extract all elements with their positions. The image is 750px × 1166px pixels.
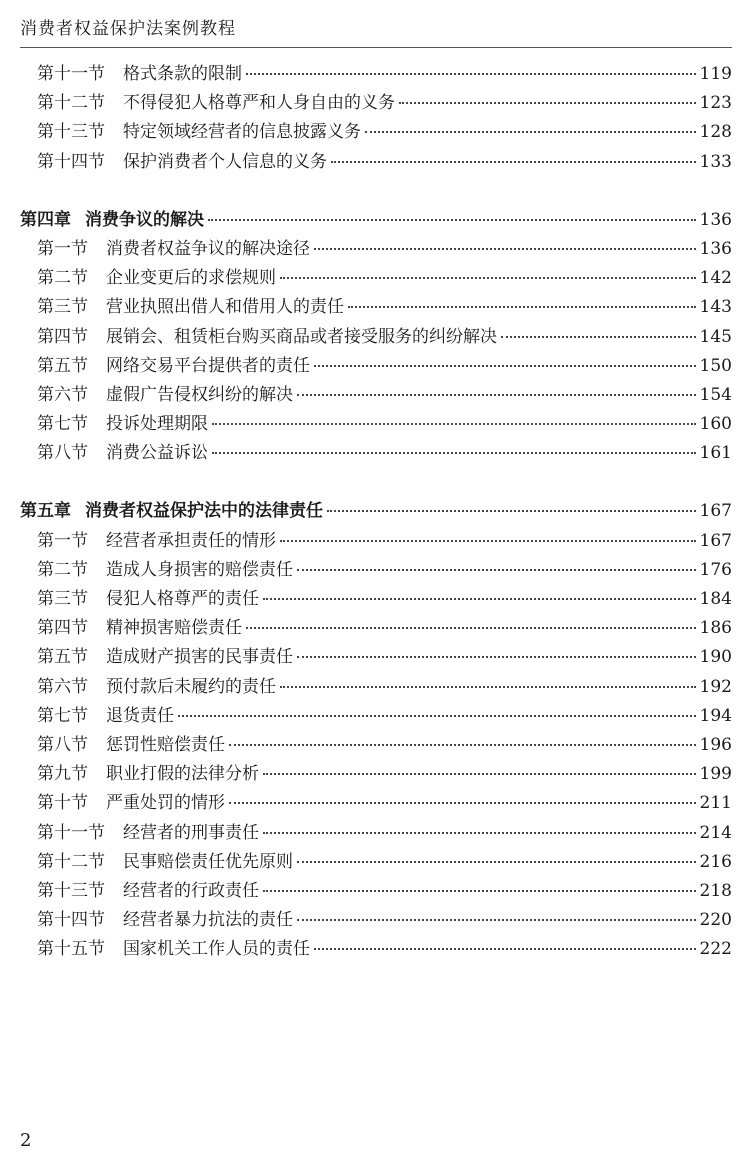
dot-leader <box>280 539 696 542</box>
toc-entry-title: 网络交易平台提供者的责任 <box>106 355 310 376</box>
toc-entry-title: 展销会、租赁柜台购买商品或者接受服务的纠纷解决 <box>106 326 497 347</box>
toc-entry-title: 消费者权益争议的解决途径 <box>106 238 310 259</box>
toc-entry-page: 222 <box>699 939 732 960</box>
toc-section-row[interactable] <box>0 905 750 934</box>
toc-entry-page: 220 <box>699 910 732 931</box>
toc-entry-title: 格式条款的限制 <box>123 64 242 84</box>
toc-entry-page: 136 <box>699 209 732 230</box>
dot-leader <box>212 451 696 454</box>
toc-section-row[interactable] <box>0 642 750 671</box>
dot-leader <box>348 305 696 308</box>
toc-entry-title: 侵犯人格尊严的责任 <box>106 589 259 609</box>
toc-section-row[interactable] <box>0 934 750 963</box>
toc-entry-page: 143 <box>699 297 732 318</box>
toc-entry-number: 第十二节 <box>37 93 105 114</box>
toc-entry-title: 职业打假的法律分析 <box>106 764 259 785</box>
dot-leader <box>208 218 696 221</box>
toc-section-row[interactable] <box>0 613 750 642</box>
toc-entry-number: 第五节 <box>37 355 88 376</box>
toc-entry-title: 经营者的行政责任 <box>123 880 259 901</box>
toc-group <box>0 59 750 176</box>
toc-entry-page: 176 <box>699 559 732 580</box>
toc-entry-page: 214 <box>699 822 732 843</box>
toc-entry-page: 161 <box>699 443 732 464</box>
toc-entry-page: 218 <box>699 880 732 901</box>
toc-section-row[interactable] <box>0 292 750 321</box>
toc-entry-number: 第十二节 <box>37 851 105 872</box>
dot-leader <box>297 918 696 921</box>
dot-leader <box>297 655 696 658</box>
toc-entry-title: 保护消费者个人信息的义务 <box>123 151 327 172</box>
toc-entry-number: 第六节 <box>37 676 88 697</box>
dot-leader <box>501 335 696 338</box>
toc-chapter-row[interactable] <box>0 205 750 234</box>
toc-entry-number: 第六节 <box>37 384 88 405</box>
toc-entry-title: 惩罚性赔偿责任 <box>106 734 225 755</box>
toc-entry-title: 营业执照出借人和借用人的责任 <box>106 297 344 318</box>
toc-entry-title: 民事赔偿责任优先原则 <box>123 851 293 872</box>
toc-section-row[interactable] <box>0 584 750 613</box>
toc-section-row[interactable] <box>0 88 750 117</box>
toc-entry-page: 199 <box>699 764 732 785</box>
dot-leader <box>314 247 696 250</box>
toc-entry-number: 第十节 <box>37 793 88 814</box>
dot-leader <box>263 597 696 600</box>
toc-section-row[interactable] <box>0 322 750 351</box>
toc-entry-title: 不得侵犯人格尊严和人身自由的义务 <box>123 93 395 114</box>
dot-leader <box>327 509 696 512</box>
toc-section-row[interactable] <box>0 380 750 409</box>
toc-section-row[interactable] <box>0 818 750 847</box>
toc-entry-page: 192 <box>699 676 732 697</box>
toc-group <box>0 496 750 963</box>
toc-section-row[interactable] <box>0 701 750 730</box>
dot-leader <box>280 685 696 688</box>
toc-entry-page: 167 <box>699 530 732 551</box>
dot-leader <box>314 947 696 950</box>
toc-section-row[interactable] <box>0 234 750 263</box>
toc-entry-number: 第八节 <box>37 734 88 755</box>
toc-section-row[interactable] <box>0 847 750 876</box>
toc-section-row[interactable] <box>0 672 750 701</box>
toc-entry-title: 消费者权益保护法中的法律责任 <box>85 501 323 522</box>
toc-entry-title: 企业变更后的求偿规则 <box>106 268 276 289</box>
toc-entry-number: 第七节 <box>37 705 88 726</box>
toc-entry-number: 第十三节 <box>37 880 105 901</box>
dot-leader <box>297 860 696 863</box>
toc-entry-title: 预付款后未履约的责任 <box>106 676 276 697</box>
toc-entry-page: 119 <box>699 64 732 84</box>
toc-entry-title: 造成财产损害的民事责任 <box>106 647 293 668</box>
toc-entry-number: 第九节 <box>37 764 88 785</box>
toc-entry-page: 211 <box>699 793 732 814</box>
toc-entry-number: 第四节 <box>37 326 88 347</box>
toc-entry-page: 128 <box>699 122 732 143</box>
toc-entry-number: 第四节 <box>37 618 88 639</box>
table-of-contents <box>0 59 750 992</box>
dot-leader <box>263 831 696 834</box>
toc-entry-page: 184 <box>699 589 732 609</box>
dot-leader <box>229 801 696 804</box>
toc-entry-title: 造成人身损害的赔偿责任 <box>106 559 293 580</box>
toc-entry-number: 第一节 <box>37 238 88 259</box>
toc-entry-number: 第一节 <box>37 530 88 551</box>
toc-entry-title: 经营者的刑事责任 <box>123 822 259 843</box>
toc-entry-page: 186 <box>699 618 732 639</box>
toc-section-row[interactable] <box>0 147 750 176</box>
toc-entry-title: 严重处罚的情形 <box>106 793 225 814</box>
toc-section-row[interactable] <box>0 351 750 380</box>
toc-entry-page: 216 <box>699 851 732 872</box>
toc-section-row[interactable] <box>0 730 750 759</box>
toc-entry-title: 退货责任 <box>106 705 174 726</box>
toc-section-row[interactable] <box>0 555 750 584</box>
toc-entry-number: 第三节 <box>37 297 88 318</box>
toc-entry-number: 第十一节 <box>37 822 105 843</box>
toc-section-row[interactable] <box>0 438 750 467</box>
dot-leader <box>263 772 696 775</box>
dot-leader <box>263 889 696 892</box>
toc-entry-number: 第十一节 <box>37 64 105 84</box>
toc-entry-number: 第十三节 <box>37 122 105 143</box>
toc-entry-number: 第五章 <box>20 501 71 522</box>
toc-entry-number: 第十四节 <box>37 151 105 172</box>
toc-section-row[interactable] <box>0 263 750 292</box>
toc-entry-page: 123 <box>699 93 732 114</box>
toc-entry-title: 精神损害赔偿责任 <box>106 618 242 639</box>
dot-leader <box>331 160 696 163</box>
toc-entry-title: 消费公益诉讼 <box>106 443 208 464</box>
toc-entry-number: 第八节 <box>37 443 88 464</box>
dot-leader <box>246 626 696 629</box>
toc-entry-title: 特定领域经营者的信息披露义务 <box>123 122 361 143</box>
toc-entry-number: 第四章 <box>20 209 71 230</box>
page-number: 2 <box>20 1130 32 1151</box>
toc-entry-page: 194 <box>699 705 732 726</box>
toc-entry-number: 第七节 <box>37 414 88 435</box>
toc-entry-page: 160 <box>699 414 732 435</box>
toc-entry-page: 190 <box>699 647 732 668</box>
toc-section-row[interactable] <box>0 117 750 146</box>
toc-entry-page: 196 <box>699 734 732 755</box>
dot-leader <box>297 568 696 571</box>
toc-entry-title: 经营者承担责任的情形 <box>106 530 276 551</box>
toc-entry-page: 133 <box>699 151 732 172</box>
dot-leader <box>399 101 696 104</box>
toc-entry-number: 第十四节 <box>37 910 105 931</box>
dot-leader <box>280 276 696 279</box>
toc-section-row[interactable] <box>0 759 750 788</box>
dot-leader <box>229 743 696 746</box>
toc-entry-number: 第五节 <box>37 647 88 668</box>
toc-entry-title: 投诉处理期限 <box>106 414 208 435</box>
toc-entry-number: 第十五节 <box>37 939 105 960</box>
dot-leader <box>178 714 696 717</box>
toc-entry-number: 第二节 <box>37 268 88 289</box>
toc-entry-title: 消费争议的解决 <box>85 209 204 230</box>
running-header: 消费者权益保护法案例教程 <box>20 14 732 48</box>
toc-entry-title: 虚假广告侵权纠纷的解决 <box>106 384 293 405</box>
dot-leader <box>365 130 696 133</box>
toc-chapter-row[interactable] <box>0 496 750 525</box>
toc-section-row[interactable] <box>0 876 750 905</box>
toc-entry-page: 167 <box>699 501 732 522</box>
toc-section-row[interactable] <box>0 59 750 88</box>
toc-entry-title: 国家机关工作人员的责任 <box>123 939 310 960</box>
toc-entry-page: 142 <box>699 268 732 289</box>
toc-entry-page: 136 <box>699 238 732 259</box>
toc-entry-title: 经营者暴力抗法的责任 <box>123 910 293 931</box>
dot-leader <box>212 422 696 425</box>
toc-section-row[interactable] <box>0 526 750 555</box>
toc-entry-number: 第三节 <box>37 589 88 609</box>
toc-section-row[interactable] <box>0 409 750 438</box>
toc-entry-number: 第二节 <box>37 559 88 580</box>
toc-section-row[interactable] <box>0 788 750 817</box>
dot-leader <box>314 364 696 367</box>
dot-leader <box>297 393 696 396</box>
toc-entry-page: 150 <box>699 355 732 376</box>
toc-entry-page: 154 <box>699 384 732 405</box>
dot-leader <box>246 72 696 75</box>
toc-entry-page: 145 <box>699 326 732 347</box>
toc-group <box>0 205 750 468</box>
